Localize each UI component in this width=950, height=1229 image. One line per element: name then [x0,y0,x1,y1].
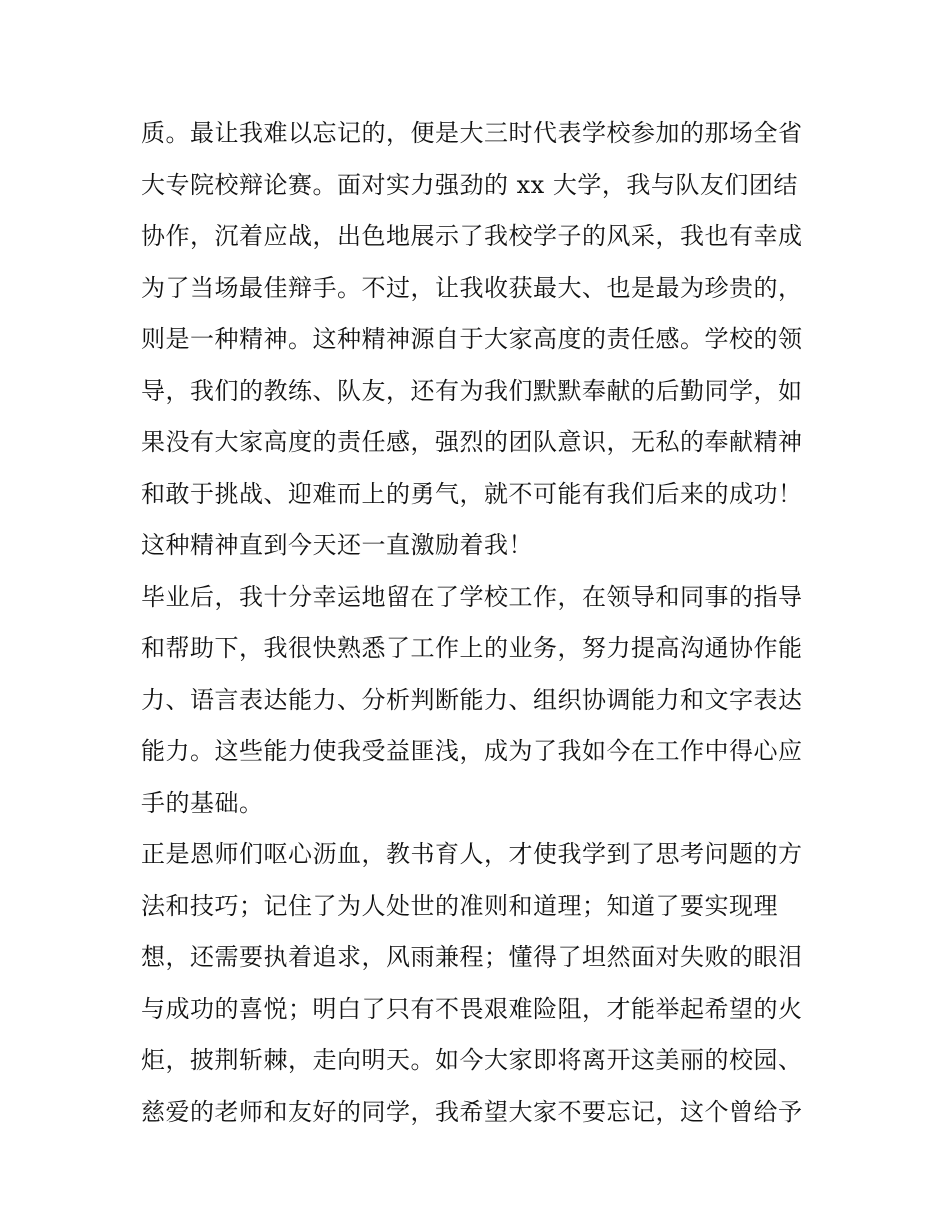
text-line: 质。最让我难以忘记的，便是大三时代表学校参加的那场全省 [141,119,803,147]
text-line: 能力。这些能力使我受益匪浅，成为了我如今在工作中得心应 [141,737,803,765]
text-line: 大专院校辩论赛。面对实力强劲的 xx 大学，我与队友们团结 [141,170,798,199]
text-line: 炬，披荆斩棘，走向明天。如今大家即将离开这美丽的校园、 [141,1046,803,1074]
document-body [141,108,821,1138]
text-line: 果没有大家高度的责任感，强烈的团队意识，无私的奉献精神 [141,428,803,456]
text-line: 法和技巧；记住了为人处世的准则和道理；知道了要实现理 [141,891,778,920]
text-line: 慈爱的老师和友好的同学，我希望大家不要忘记，这个曾给予 [141,1097,803,1126]
text-line: 正是恩师们呕心沥血，教书育人，才使我学到了思考问题的方 [141,840,803,868]
text-line: 则是一种精神。这种精神源自于大家高度的责任感。学校的领 [141,325,803,353]
text-line: 为了当场最佳辩手。不过，让我收获最大、也是最为珍贵的， [141,273,803,302]
text-line: 手的基础。 [141,788,264,817]
text-line: 导，我们的教练、队友，还有为我们默默奉献的后勤同学，如 [141,376,803,405]
text-line: 毕业后，我十分幸运地留在了学校工作，在领导和同事的指导 [141,582,803,611]
text-line: 这种精神直到今天还一直激励着我！ [141,531,533,559]
text-line: 与成功的喜悦；明白了只有不畏艰难险阻，才能举起希望的火 [141,994,803,1023]
text-line: 力、语言表达能力、分析判断能力、组织协调能力和文字表达 [141,685,803,714]
text-line: 协作，沉着应战，出色地展示了我校学子的风采，我也有幸成 [141,222,803,250]
text-line: 和敢于挑战、迎难而上的勇气，就不可能有我们后来的成功！ [141,479,803,508]
text-line: 想，还需要执着追求，风雨兼程；懂得了坦然面对失败的眼泪 [141,943,803,971]
text-line: 和帮助下，我很快熟悉了工作上的业务，努力提高沟通协作能 [141,634,803,662]
